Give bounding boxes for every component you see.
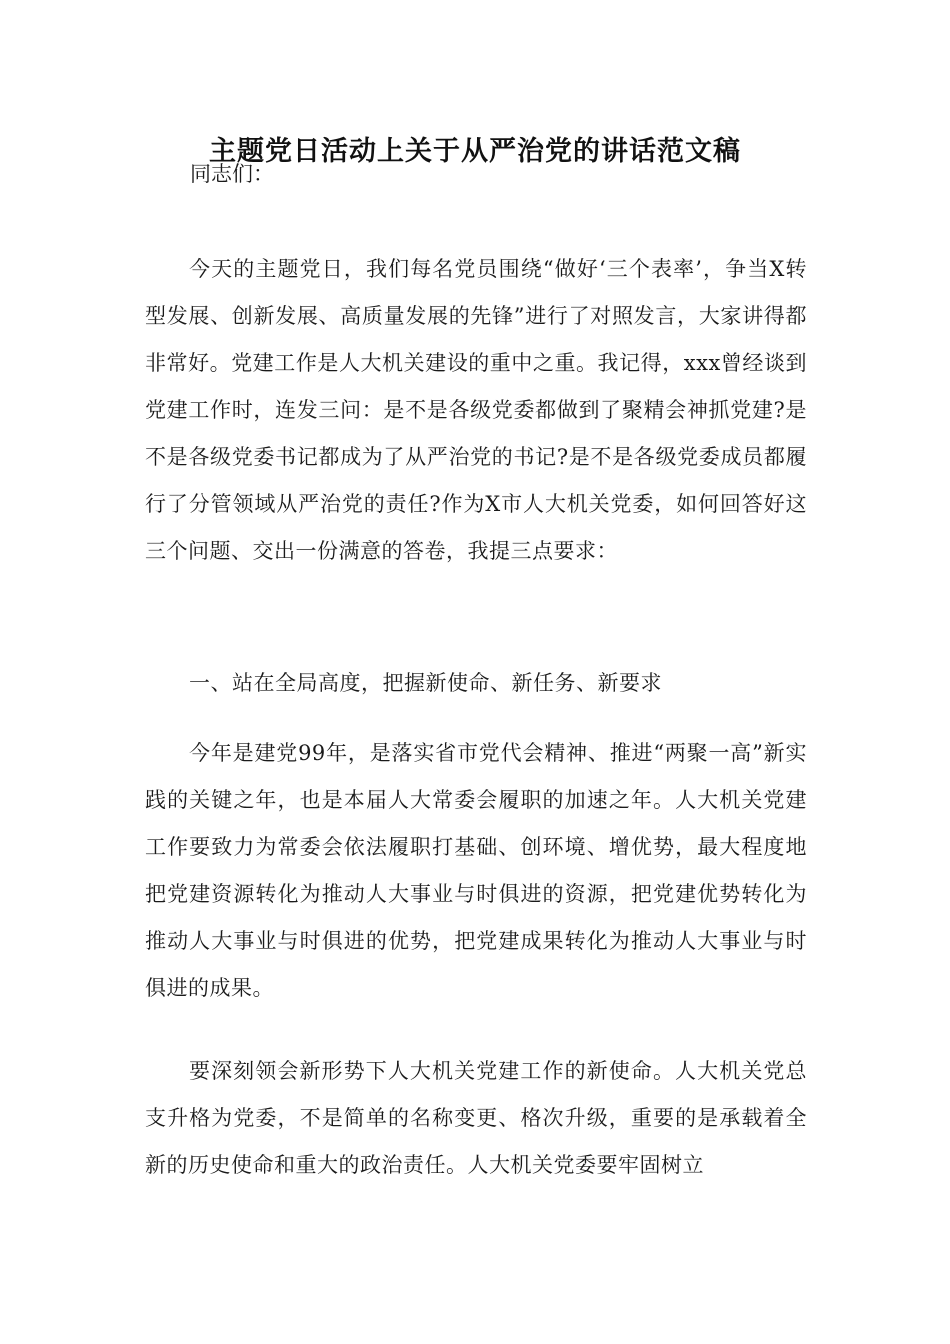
section-heading-1: 一、站在全局高度，把握新使命、新任务、新要求 [189,671,662,695]
paragraph-section-1: 今年是建党99年，是落实省市党代会精神、推进“两聚一高”新实践的关键之年，也是本届人大常委会履职的加速之年。人大机关党建工作要致力为常委会依法履职打基础、创环境、增优势，最大程度地把党建资源转化为推动人大事业与时俱进的资源，把党建优势转化为推动人大事业与时俱进的优势，把党建成果转化为推动人大事业与时俱进的成果。 [145,741,807,1000]
document-title: 主题党日活动上关于从严治党的讲话范文稿 [209,136,741,167]
paragraph-mission: 要深刻领会新形势下人大机关党建工作的新使命。人大机关党总支升格为党委，不是简单的名称变更、格次升级，重要的是承载着全新的历史使命和重大的政治责任。人大机关党委要牢固树立 [145,1059,807,1177]
paragraph-intro: 今天的主题党日，我们每名党员围绕“做好‘三个表率’，争当X转型发展、创新发展、高质量发展的先锋”进行了对照发言，大家讲得都非常好。党建工作是人大机关建设的重中之重。我记得，xxx曾经谈到党建工作时，连发三问：是不是各级党委都做到了聚精会神抓党建?是不是各级党委书记都成为了从严治党的书记?是不是各级党委成员都履行了分管领域从严治党的责任?作为X市人大机关党委，如何回答好这三个问题、交出一份满意的答卷，我提三点要求： [145,257,807,563]
greeting: 同志们： [190,162,274,186]
